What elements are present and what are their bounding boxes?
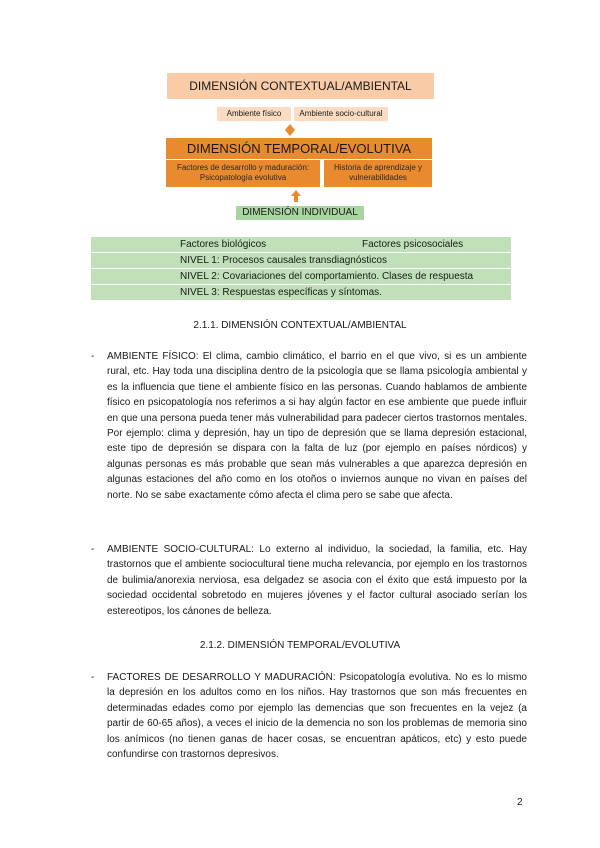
sociocultural-environment-box: Ambiente socio-cultural [294,107,388,121]
list-item: AMBIENTE SOCIO-CULTURAL: Lo externo al individuo, la sociedad, la familia, etc. Hay trastornos que el ambiente sociocultural tiene mucha relevancia, por ejemplo en los trastornos de bulimia/anorexia nerviosa, esa delgadez se asocia con el éxito que está impuesto por la sociedad occidental sobretodo en mujeres jóvenes y el factor cultural asociado serían los estereotipos, los cánones de belleza. [107,544,527,617]
contextual-dimension-box: DIMENSIÓN CONTEXTUAL/AMBIENTAL [167,73,434,99]
temporal-dimension-box: DIMENSIÓN TEMPORAL/EVOLUTIVA [166,138,432,159]
bullet-dash: - [91,351,95,362]
list-item: FACTORES DE DESARROLLO Y MADURACIÓN: Psicopatología evolutiva. No es lo mismo la depresión en los adultos como en los niños. Hay trastornos que son más frecuentes en determinadas edades como por ejemplo las demencias que son frecuentes en la vejez (a partir de 60-65 años), a veces el inicio de la demencia no son los problemas de memoria sino los anímicos (no tienen ganas de hacer cosas, se encuentran apáticos, etc) y esto puede confundirse con trastornos depresivos. [107,672,527,761]
learning-history-box: Historia de aprendizaje y vulnerabilidades [324,160,432,187]
level-row: NIVEL 3: Respuestas específicas y síntomas. [91,285,511,300]
level-row: NIVEL 2: Covariaciones del comportamiento. Clases de respuesta [91,269,511,284]
development-factors-box: Factores de desarrollo y maduración: Psicopatología evolutiva [166,160,320,187]
physical-environment-box: Ambiente físico [217,107,291,121]
section-heading: 2.1.1. DIMENSIÓN CONTEXTUAL/AMBIENTAL [193,320,407,331]
individual-dimension-box: DIMENSIÓN INDIVIDUAL [236,206,364,220]
bullet-dash: - [91,672,95,683]
page-number: 2 [517,797,523,808]
arrow-shaft [294,196,298,202]
psychosocial-factors: Factores psicosociales [362,239,464,250]
arrow-down-icon [285,130,295,136]
factors-row [91,237,511,252]
section-heading: 2.1.2. DIMENSIÓN TEMPORAL/EVOLUTIVA [199,640,401,651]
biological-factors: Factores biológicos [180,239,267,250]
level-row: NIVEL 1: Procesos causales transdiagnósticos [91,253,511,268]
bullet-dash: - [91,544,95,555]
list-item: AMBIENTE FÍSICO: El clima, cambio climático, el barrio en el que vivo, si es un ambiente rural, etc. Hay toda una disciplina dentro de la psicología que se llama psicología ambiental y es la influencia que tiene el ambiente físico en las personas. Cuando hablamos de ambiente físico en psicopatología nos referimos a si hay algún factor en ese ambiente que puede influir en que una persona pueda tener más vulnerabilidad para padecer ciertos trastornos mentales. Por ejemplo: clima y depresión, hay un tipo de depresión que se llama depresión estacional, este tipo de depresión se dispara con la falta de luz (por ejemplo en países nórdicos) y algunas personas es más probable que sean más vulnerables a que aparezca depresión en algunas estaciones del año como en los otoños o inviernos aunque no vivan en países del norte. No se sabe exactamente cómo afecta el clima pero se sabe que afecta. [107,351,527,501]
